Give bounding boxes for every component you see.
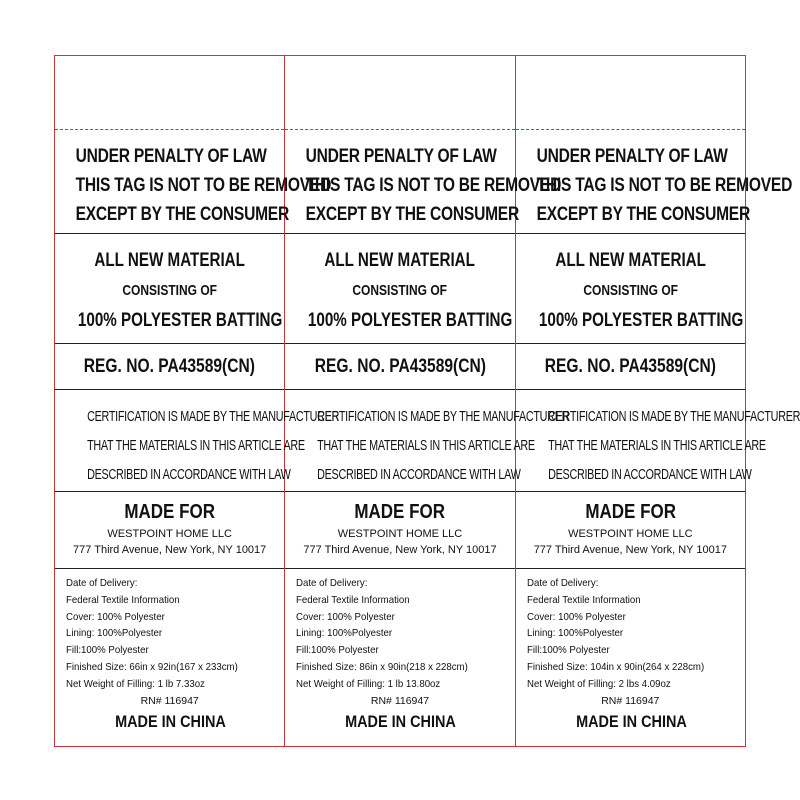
info-line: Lining: 100%Polyester — [526, 627, 623, 640]
law-tag-2 — [285, 56, 570, 746]
material-line: 100% POLYESTER BATTING — [308, 310, 513, 331]
made-for-heading: MADE FOR — [584, 501, 676, 523]
info-line: Lining: 100%Polyester — [66, 627, 163, 640]
info-line: Fill:100% Polyester — [296, 644, 380, 657]
cert-line: CERTIFICATION IS MADE BY THE MANUFACTURER — [87, 408, 340, 425]
company-address: 777 Third Avenue, New York, NY 10017 — [73, 544, 267, 556]
cert-line: DESCRIBED IN ACCORDANCE WITH LAW — [87, 466, 291, 483]
made-for-block — [516, 492, 745, 569]
info-line: Fill:100% Polyester — [526, 644, 610, 657]
registration-number — [285, 344, 514, 390]
penalty-line: THIS TAG IS NOT TO BE REMOVED — [75, 175, 332, 196]
country-of-origin: MADE IN CHINA — [345, 712, 457, 732]
country-of-origin: MADE IN CHINA — [115, 712, 226, 732]
cert-line: CERTIFICATION IS MADE BY THE MANUFACTURER — [547, 408, 800, 425]
penalty-line: EXCEPT BY THE CONSUMER — [536, 204, 750, 225]
certification-statement — [55, 390, 340, 492]
penalty-line: EXCEPT BY THE CONSUMER — [305, 204, 520, 225]
made-for-heading: MADE FOR — [124, 501, 215, 523]
info-line: Cover: 100% Polyester — [66, 610, 165, 623]
country-of-origin: MADE IN CHINA — [575, 712, 687, 732]
tag-blank-header — [285, 56, 514, 130]
material-statement — [285, 234, 514, 344]
info-line: Date of Delivery: — [296, 577, 368, 589]
info-line: Finished Size: 104in x 90in(264 x 228cm) — [526, 660, 704, 673]
registration-number — [55, 344, 284, 390]
textile-info — [516, 569, 745, 746]
company-name: WESTPOINT HOME LLC — [107, 528, 232, 540]
info-line: Date of Delivery: — [526, 577, 599, 589]
law-tag-3 — [516, 56, 800, 746]
info-line: Fill:100% Polyester — [66, 644, 149, 657]
penalty-notice — [516, 130, 792, 234]
info-line: Net Weight of Filling: 1 lb 7.33oz — [66, 677, 205, 690]
info-line: Lining: 100%Polyester — [296, 627, 393, 640]
material-line: CONSISTING OF — [352, 282, 448, 299]
info-line: Federal Textile Information — [66, 593, 180, 606]
rn-number: RN# 116947 — [601, 694, 660, 707]
certification-statement — [516, 390, 800, 492]
penalty-line: UNDER PENALTY OF LAW — [536, 146, 728, 167]
cert-line: THAT THE MATERIALS IN THIS ARTICLE ARE — [317, 437, 536, 454]
info-line: Finished Size: 66in x 92in(167 x 233cm) — [66, 660, 238, 673]
textile-info — [55, 569, 284, 746]
material-line: CONSISTING OF — [582, 282, 678, 299]
info-line: Federal Textile Information — [296, 593, 410, 606]
penalty-line: THIS TAG IS NOT TO BE REMOVED — [536, 175, 792, 196]
penalty-line: UNDER PENALTY OF LAW — [305, 146, 497, 167]
penalty-line: UNDER PENALTY OF LAW — [75, 146, 267, 167]
info-line: Date of Delivery: — [66, 577, 138, 589]
penalty-line: EXCEPT BY THE CONSUMER — [75, 204, 289, 225]
cert-line: CERTIFICATION IS MADE BY THE MANUFACTURER — [317, 408, 570, 425]
info-line: Cover: 100% Polyester — [526, 610, 626, 623]
material-line: 100% POLYESTER BATTING — [538, 310, 744, 331]
material-line: ALL NEW MATERIAL — [324, 250, 476, 271]
reg-text: REG. NO. PA43589(CN) — [314, 355, 486, 377]
law-tag-1 — [55, 56, 340, 746]
cert-line: THAT THE MATERIALS IN THIS ARTICLE ARE — [547, 437, 766, 454]
made-for-heading: MADE FOR — [354, 501, 446, 523]
made-for-block — [285, 492, 514, 569]
material-line: 100% POLYESTER BATTING — [77, 310, 283, 331]
company-address: 777 Third Avenue, New York, NY 10017 — [303, 544, 497, 556]
info-line: Net Weight of Filling: 2 lbs 4.09oz — [526, 677, 671, 690]
info-line: Cover: 100% Polyester — [296, 610, 396, 623]
law-tag-sheet — [54, 55, 800, 747]
tag-blank-header — [516, 56, 745, 130]
material-statement — [55, 234, 284, 344]
material-line: CONSISTING OF — [122, 282, 217, 299]
company-address: 777 Third Avenue, New York, NY 10017 — [533, 544, 727, 556]
info-line: Finished Size: 86in x 90in(218 x 228cm) — [296, 660, 469, 673]
cert-line: DESCRIBED IN ACCORDANCE WITH LAW — [317, 466, 521, 483]
cert-line: DESCRIBED IN ACCORDANCE WITH LAW — [547, 466, 752, 483]
info-line: Federal Textile Information — [526, 593, 641, 606]
registration-number — [516, 344, 745, 390]
penalty-line: THIS TAG IS NOT TO BE REMOVED — [305, 175, 562, 196]
textile-info — [285, 569, 514, 746]
company-name: WESTPOINT HOME LLC — [568, 528, 693, 540]
material-statement — [516, 234, 745, 344]
company-name: WESTPOINT HOME LLC — [337, 528, 463, 540]
material-line: ALL NEW MATERIAL — [555, 250, 706, 271]
cert-line: THAT THE MATERIALS IN THIS ARTICLE ARE — [87, 437, 305, 454]
penalty-notice — [285, 130, 562, 234]
tag-blank-header — [55, 56, 284, 130]
rn-number: RN# 116947 — [140, 694, 199, 707]
info-line: Net Weight of Filling: 1 lb 13.80oz — [296, 677, 441, 690]
made-for-block — [55, 492, 284, 569]
reg-text: REG. NO. PA43589(CN) — [84, 355, 256, 377]
certification-statement — [285, 390, 570, 492]
reg-text: REG. NO. PA43589(CN) — [544, 355, 716, 377]
penalty-notice — [55, 130, 332, 234]
rn-number: RN# 116947 — [370, 694, 430, 707]
material-line: ALL NEW MATERIAL — [94, 250, 245, 271]
